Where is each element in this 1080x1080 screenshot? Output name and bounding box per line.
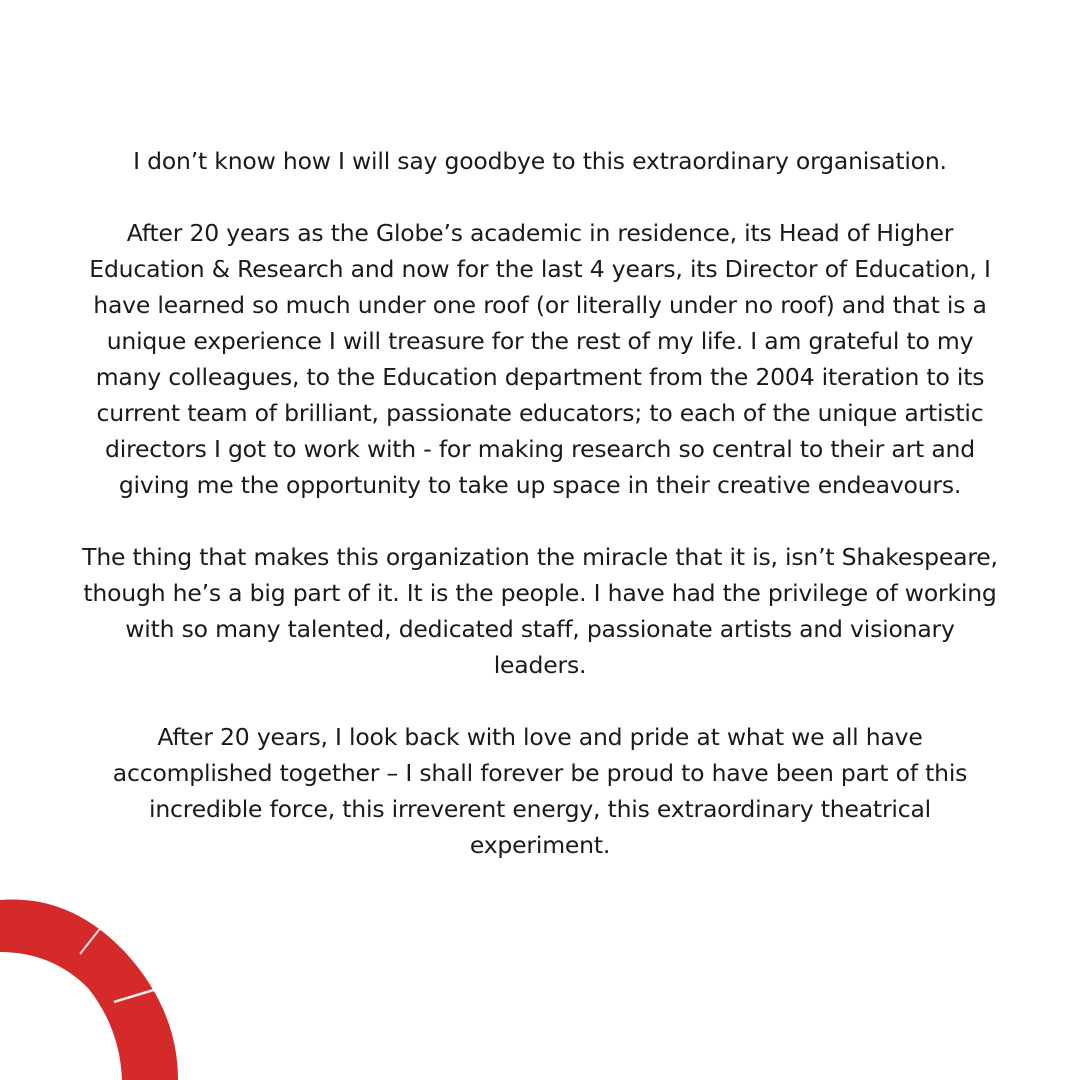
statement-paragraph-2: After 20 years as the Globe’s academic in residence, its Head of Higher Education & Research and now for the last 4 years, its Director of Education, I have learned so much under one roof (or literally under no roof) and that is a unique experience I will treasure for the rest of my life. I am grateful to my many colleagues, to the Education department from the 2004 iteration to its current team of brilliant, passionate educators; to each of the unique artistic directors I got to work with - for making research so central to their art and giving me the opportunity to take up space in their creative endeavours.	[89, 219, 991, 499]
statement-paragraph-3: The thing that makes this organization the miracle that it is, isn’t Shakespeare, though he’s a big part of it. It is the people. I have had the privilege of working with so many talented, dedicated staff, passionate artists and visionary leaders.	[82, 543, 998, 679]
red-ring-decoration	[0, 880, 200, 1080]
statement-paragraph-1: I don’t know how I will say goodbye to this extraordinary organisation.	[133, 147, 947, 175]
farewell-statement	[80, 143, 1000, 863]
statement-paragraph-4: After 20 years, I look back with love and pride at what we all have accomplished together – I shall forever be proud to have been part of this incredible force, this irreverent energy, this extraordinary theatrical experiment.	[112, 723, 968, 859]
